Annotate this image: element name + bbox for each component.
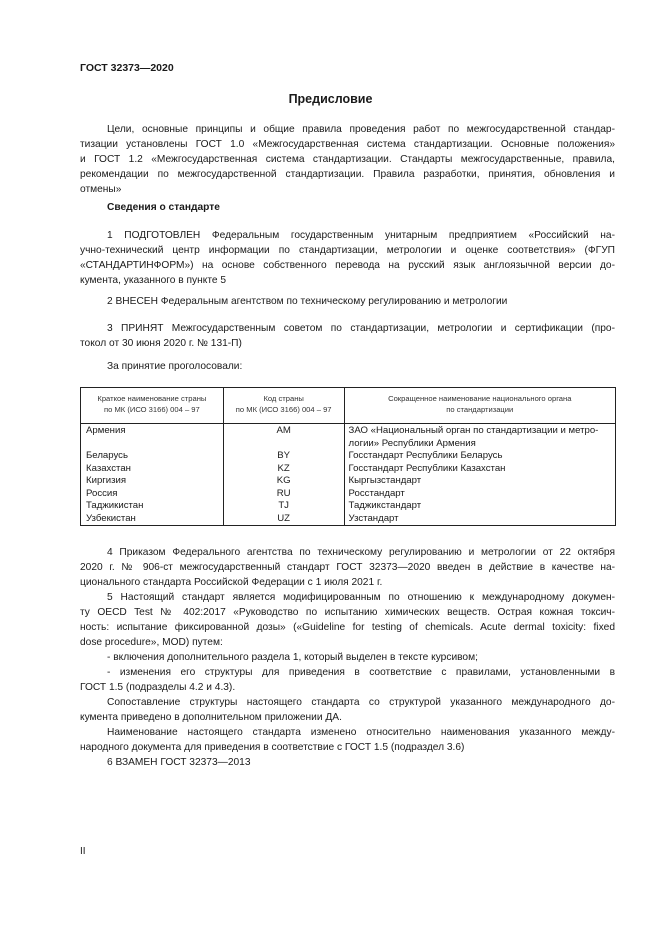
code-cell: RU <box>223 488 344 501</box>
header-organ: Сокращенное наименование национального органа по стандартизации <box>344 388 615 424</box>
naming-paragraph: Наименование настоящего стандарта изменено относительно наименования указанного между- народного документа для приведения в соответствие с ГОСТ 1.5 (подраздел 3.6) <box>80 727 615 753</box>
page-title: Предисловие <box>288 92 373 106</box>
item-1-paragraph: 1 ПОДГОТОВЛЕН Федеральным государственным унитарным предприятием «Российский на- учно-технический центр информации по стандартизации, метрологии и оценке соответствия» (ФГУП «СТАНДАРТИНФОРМ») на основе собственного перевода на русский язык англоязычной версии до- кумента, указанного в пункте 5 <box>80 230 615 286</box>
organ-cell: ЗАО «Национальный орган по стандартизации и метро- логии» Республики Армения <box>344 424 615 451</box>
code-cell: KZ <box>223 463 344 476</box>
table-header-row <box>81 388 616 424</box>
intro-paragraph: Цели, основные принципы и общие правила проведения работ по межгосударственной стандар- тизации установлены ГОСТ 1.0 «Межгосударственная система стандартизации. Основные положения» и ГОСТ 1.2 «Межгосударственная система стандартизации. Стандарты межгосударственные, правила, рекомендации по межгосударственной стандартизации. Правила разработки, принятия, обновления и отмены» <box>80 124 615 195</box>
table-row <box>81 463 616 476</box>
item-2-paragraph: 2 ВНЕСЕН Федеральным агентством по техническому регулированию и метрологии <box>107 296 508 307</box>
code-cell: UZ <box>223 513 344 526</box>
table-row <box>81 424 616 451</box>
organ-cell: Узстандарт <box>344 513 615 526</box>
organ-cell: Госстандарт Республики Беларусь <box>344 450 615 463</box>
organ-cell: Кыргызстандарт <box>344 475 615 488</box>
voted-label: За принятие проголосовали: <box>107 361 243 372</box>
item-4-paragraph: 4 Приказом Федерального агентства по техническому регулированию и метрологии от 22 октября 2020 г. № 906-ст межгосударственный стандарт ГОСТ 32373—2020 введен в действие в качестве на- ционального стандарта Российской Федерации с 1 июля 2021 г. <box>80 547 615 588</box>
country-cell: Узбекистан <box>81 513 224 526</box>
code-cell: AM <box>223 424 344 451</box>
organ-cell: Росстандарт <box>344 488 615 501</box>
item-6-paragraph: 6 ВЗАМЕН ГОСТ 32373—2013 <box>107 757 251 768</box>
table-row <box>81 500 616 513</box>
table-row <box>81 513 616 526</box>
code-cell: BY <box>223 450 344 463</box>
table-row <box>81 488 616 501</box>
country-cell: Казахстан <box>81 463 224 476</box>
country-cell: Киргизия <box>81 475 224 488</box>
bullet-2: - изменения его структуры для приведения в соответствие с правилами, установленными в ГОСТ 1.5 (подразделы 4.2 и 4.3). <box>80 667 615 693</box>
comparison-paragraph: Сопоставление структуры настоящего стандарта со структурой указанного международного до- кумента приведено в дополнительном приложении ДА. <box>80 697 615 723</box>
country-cell: Россия <box>81 488 224 501</box>
voting-table <box>80 387 616 526</box>
country-cell: Беларусь <box>81 450 224 463</box>
code-cell: TJ <box>223 500 344 513</box>
code-cell: KG <box>223 475 344 488</box>
page-number: II <box>80 846 86 857</box>
organ-cell: Таджикстандарт <box>344 500 615 513</box>
table-row <box>81 450 616 463</box>
info-heading: Сведения о стандарте <box>107 202 220 213</box>
header-code: Код страны по МК (ИСО 3166) 004 – 97 <box>223 388 344 424</box>
bullet-1: - включения дополнительного раздела 1, который выделен в тексте курсивом; <box>107 652 478 663</box>
item-3-paragraph: 3 ПРИНЯТ Межгосударственным советом по стандартизации, метрологии и сертификации (про- токол от 30 июня 2020 г. № 131-П) <box>80 323 615 349</box>
document-code: ГОСТ 32373—2020 <box>80 62 174 74</box>
header-country: Краткое наименование страны по МК (ИСО 3166) 004 – 97 <box>81 388 224 424</box>
organ-cell: Госстандарт Республики Казахстан <box>344 463 615 476</box>
table-row <box>81 475 616 488</box>
country-cell: Таджикистан <box>81 500 224 513</box>
country-cell: Армения <box>81 424 224 451</box>
item-5-paragraph: 5 Настоящий стандарт является модифицированным по отношению к международному докумен- ту OECD Test № 402:2017 «Руководство по испытанию химических веществ. Острая кожная токсич- ность: испытание фиксированной дозы» («Guideline for testing of chemicals. Acute dermal toxicity: fixed dose procedure», MOD) путем: <box>80 592 615 648</box>
